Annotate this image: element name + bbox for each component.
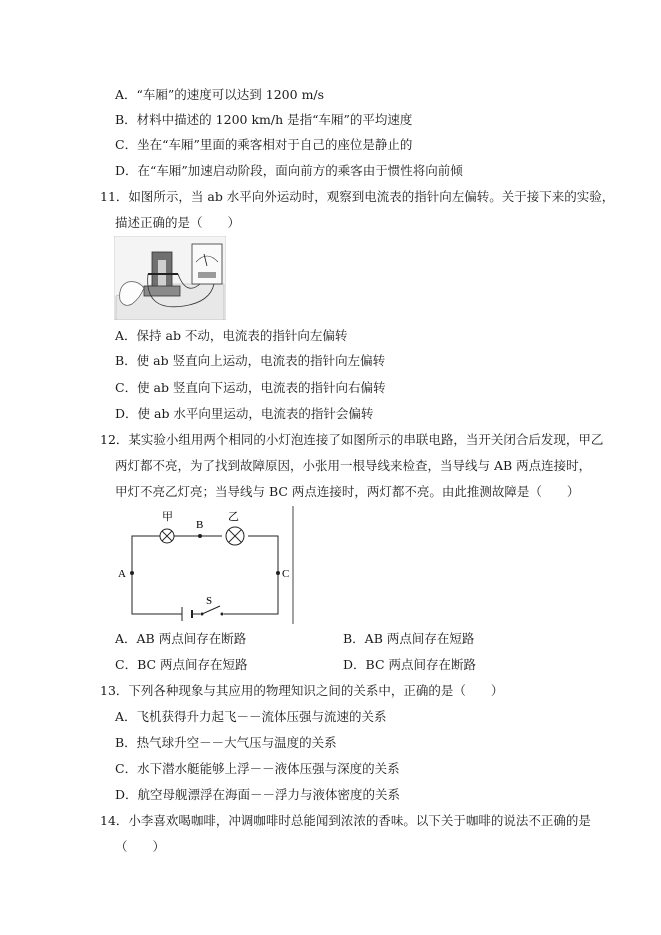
- q13-option-c: C．水下潜水艇能够上浮－－液体压强与深度的关系: [115, 761, 400, 776]
- q11-option-d: D．使 ab 水平向里运动，电流表的指针会偏转: [115, 406, 374, 421]
- q13-option-d: D．航空母舰漂浮在海面－－浮力与液体密度的关系: [115, 787, 401, 802]
- q12-option-d: D．BC 两点间存在断路: [343, 657, 476, 672]
- label-point-a: A: [118, 568, 126, 580]
- q10-option-b: B．材料中描述的 1200 km/h 是指“车厢”的平均速度: [115, 112, 413, 127]
- q12-stem-line3: 甲灯不亮乙灯亮；当导线与 BC 两点连接时，两灯都不亮。由此推测故障是（ ）: [115, 484, 580, 499]
- lamp-yi-icon: [226, 527, 244, 545]
- q13-stem: 13．下列各种现象与其应用的物理知识之间的关系中，正确的是（ ）: [100, 683, 504, 698]
- label-point-b: B: [196, 519, 204, 531]
- q12-option-a: A．AB 两点间存在断路: [115, 631, 247, 646]
- q12-stem-line1: 12．某实验小组用两个相同的小灯泡连接了如图所示的串联电路，当开关闭合后发现，甲乙: [100, 432, 604, 447]
- q12-option-c: C．BC 两点间存在短路: [115, 657, 248, 672]
- q14-stem-line2: （ ）: [115, 839, 166, 854]
- q11-stem-line2: 描述正确的是（ ）: [115, 215, 241, 230]
- q11-option-a: A．保持 ab 不动，电流表的指针向左偏转: [115, 328, 348, 343]
- q14-stem-line1: 14．小李喜欢喝咖啡，冲调咖啡时总能闻到浓浓的香味。以下关于咖啡的说法不正确的是: [100, 813, 591, 828]
- q11-option-b: B．使 ab 竖直向上运动，电流表的指针向左偏转: [115, 353, 386, 368]
- q10-option-c: C．坐在“车厢”里面的乘客相对于自己的座位是静止的: [115, 137, 413, 152]
- label-lamp-jia: 甲: [162, 511, 173, 523]
- q12-option-b: B．AB 两点间存在短路: [343, 631, 475, 646]
- q12-circuit-diagram: [112, 506, 302, 624]
- battery-icon: [182, 607, 192, 621]
- q10-option-a: A．“车厢”的速度可以达到 1200 m/s: [115, 87, 325, 102]
- q11-option-c: C．使 ab 竖直向下运动，电流表的指针向右偏转: [115, 380, 386, 395]
- lamp-jia-icon: [160, 529, 174, 543]
- q13-option-a: A．飞机获得升力起飞－－流体压强与流速的关系: [115, 709, 387, 724]
- q10-option-d: D．在“车厢”加速启动阶段，面向前方的乘客由于惯性将向前倾: [115, 163, 463, 178]
- q12-stem-line2: 两灯都不亮，为了找到故障原因，小张用一根导线来检查，当导线与 AB 两点连接时，: [115, 458, 592, 473]
- label-lamp-yi: 乙: [228, 511, 239, 523]
- switch-icon: [201, 606, 224, 616]
- q13-option-b: B．热气球升空－－大气压与温度的关系: [115, 735, 337, 750]
- q11-generator-figure: [114, 236, 226, 320]
- label-switch-s: S: [206, 595, 213, 607]
- q11-stem-line1: 11．如图所示，当 ab 水平向外运动时，观察到电流表的指针向左偏转。关于接下来的实验，: [100, 189, 615, 204]
- label-point-c: C: [282, 568, 290, 580]
